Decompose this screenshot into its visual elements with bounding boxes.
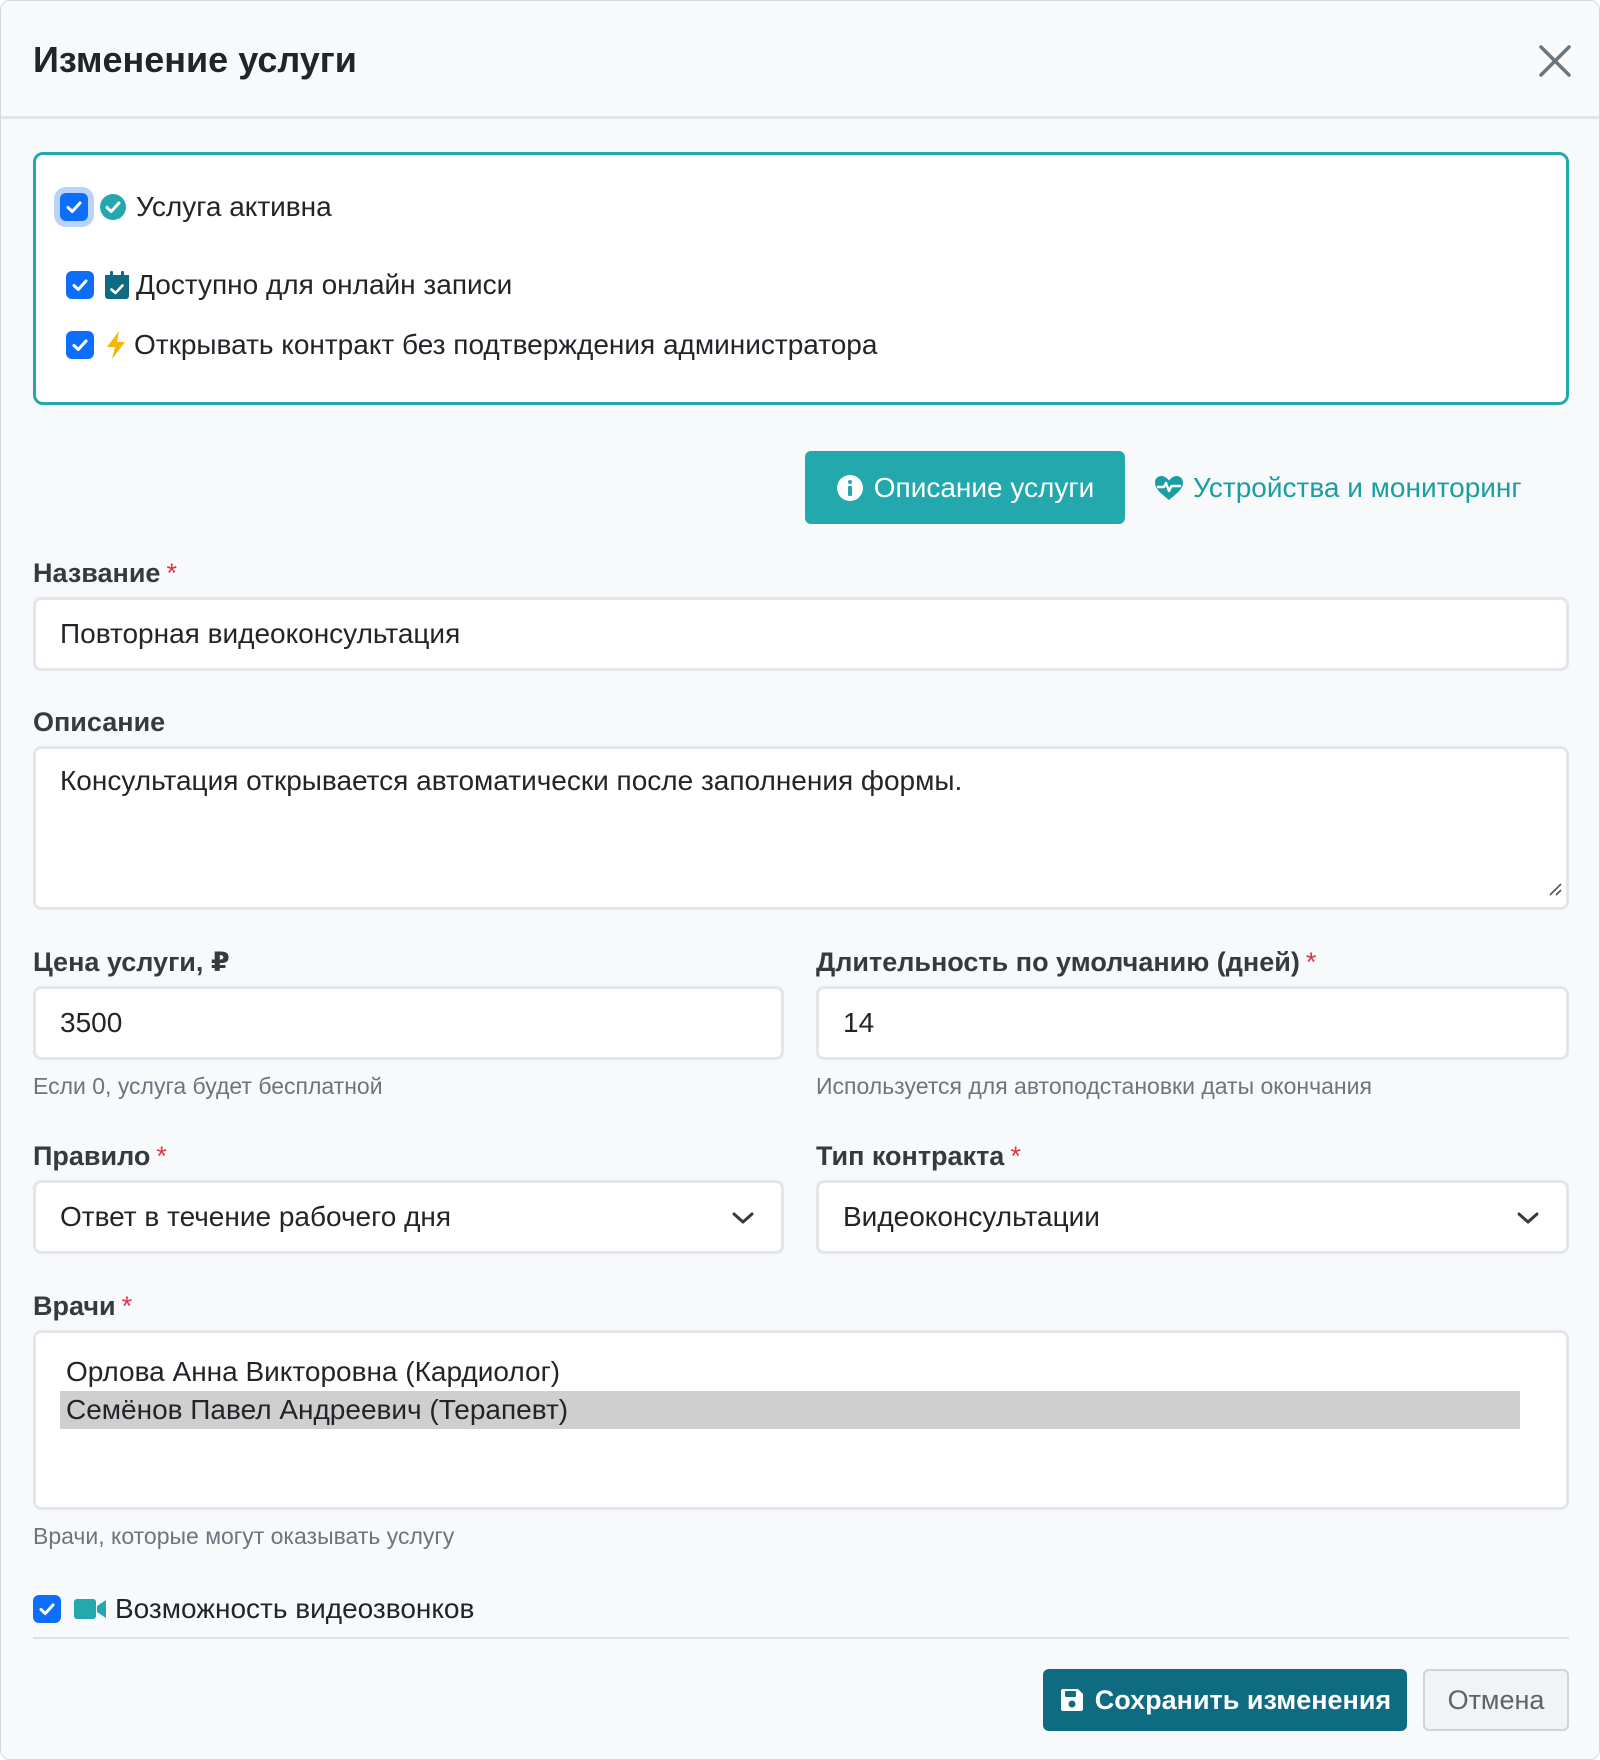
duration-label: Длительность по умолчанию (дней) * — [816, 947, 1317, 977]
flag-online-row[interactable] — [66, 263, 512, 307]
footer-divider — [33, 1637, 1569, 1639]
doctors-multiselect[interactable] — [33, 1330, 1569, 1510]
duration-input[interactable]: 14 — [816, 986, 1569, 1060]
duration-hint: Используется для автоподстановки даты окончания — [816, 1073, 1372, 1099]
auto-open-checkbox[interactable] — [66, 331, 94, 359]
name-label: Название * — [33, 558, 177, 588]
contract-type-select-value: Видеоконсультации — [843, 1201, 1100, 1232]
rule-label: Правило * — [33, 1141, 167, 1171]
close-icon[interactable] — [1535, 41, 1575, 81]
tab-service-description-label: Описание услуги — [873, 471, 1095, 503]
active-checkbox[interactable] — [60, 193, 88, 221]
save-icon — [1059, 1687, 1085, 1713]
video-camera-icon — [73, 1597, 107, 1621]
active-label: Услуга активна — [136, 191, 332, 222]
save-button[interactable] — [1043, 1669, 1407, 1731]
price-hint: Если 0, услуга будет бесплатной — [33, 1073, 383, 1099]
chevron-down-icon — [1516, 1201, 1540, 1233]
lightning-icon — [104, 330, 128, 360]
flag-auto-open-row[interactable] — [66, 323, 877, 367]
price-label: Цена услуги, ₽ — [33, 947, 230, 977]
description-textarea[interactable] — [33, 746, 1569, 910]
cancel-button[interactable]: Отмена — [1423, 1669, 1569, 1731]
description-label: Описание — [33, 707, 166, 737]
name-input[interactable]: Повторная видеоконсультация — [33, 597, 1569, 671]
contract-type-select[interactable] — [816, 1180, 1569, 1254]
contract-type-label: Тип контракта * — [816, 1141, 1021, 1171]
description-text: Консультация открывается автоматически после заполнения формы. — [60, 765, 963, 796]
rule-select-value: Ответ в течение рабочего дня — [60, 1201, 452, 1232]
online-booking-checkbox[interactable] — [66, 271, 94, 299]
doctors-hint: Врачи, которые могут оказывать услугу — [33, 1523, 455, 1549]
price-input[interactable]: 3500 — [33, 986, 784, 1060]
flag-active-row[interactable] — [60, 185, 332, 229]
tab-devices-monitoring-label: Устройства и мониторинг — [1193, 471, 1522, 503]
chevron-down-icon — [731, 1201, 755, 1233]
video-calls-checkbox[interactable] — [33, 1595, 61, 1623]
doctors-label: Врачи * — [33, 1291, 133, 1321]
video-calls-row[interactable] — [33, 1589, 474, 1629]
resize-handle-icon[interactable] — [1546, 871, 1562, 903]
save-button-label: Сохранить изменения — [1094, 1684, 1392, 1715]
tab-service-description[interactable] — [805, 451, 1125, 524]
doctor-option-selected[interactable]: Семёнов Павел Андреевич (Терапевт) — [60, 1391, 1520, 1429]
service-flags-panel — [33, 152, 1569, 405]
modal-title: Изменение услуги — [33, 39, 357, 80]
tab-devices-monitoring[interactable] — [1153, 451, 1522, 524]
heartbeat-icon — [1153, 474, 1185, 502]
modal-header — [1, 1, 1600, 119]
video-calls-label: Возможность видеозвонков — [115, 1593, 475, 1624]
doctor-option[interactable]: Орлова Анна Викторовна (Кардиолог) — [66, 1356, 561, 1387]
calendar-check-icon — [104, 270, 130, 300]
check-circle-icon — [98, 192, 128, 222]
info-icon — [836, 474, 864, 502]
online-booking-label: Доступно для онлайн записи — [136, 269, 513, 300]
auto-open-label: Открывать контракт без подтверждения администратора — [134, 329, 878, 360]
rule-select[interactable] — [33, 1180, 784, 1254]
